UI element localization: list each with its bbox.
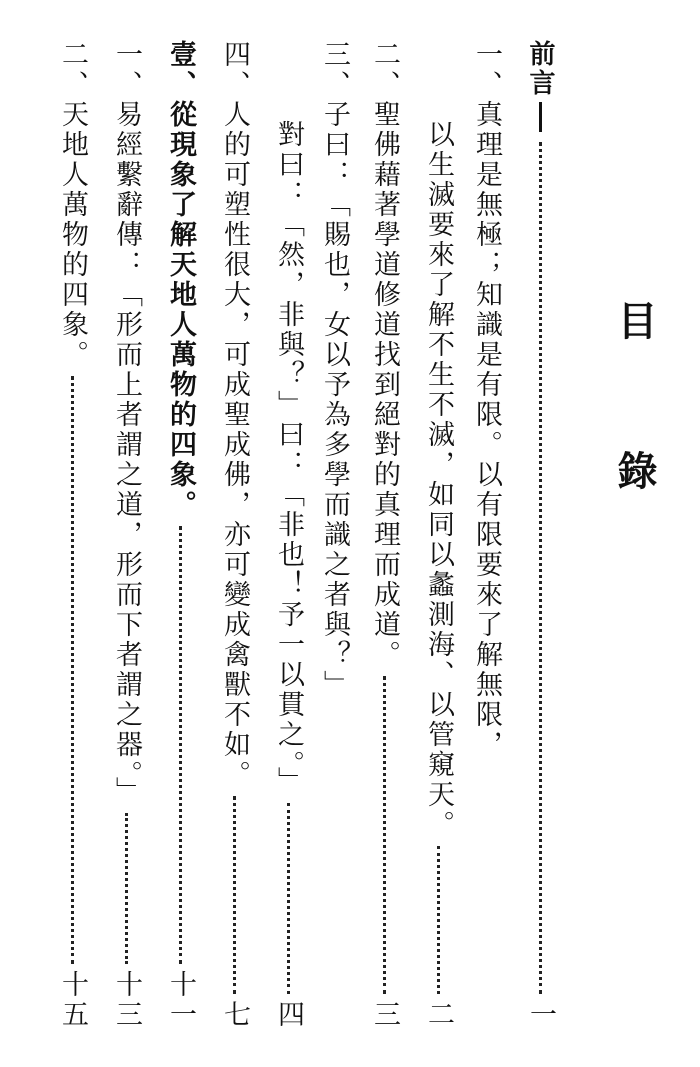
page-number: 三	[369, 1000, 400, 1030]
page-number: 十三	[111, 970, 142, 1030]
page-number: 十一	[165, 970, 196, 1030]
toc-entry-2[interactable]	[366, 40, 402, 1030]
page-number: 四	[273, 1000, 304, 1030]
leader-dots	[287, 803, 290, 995]
leader-dots	[539, 142, 542, 994]
toc-entry-3-cont[interactable]	[270, 120, 306, 1030]
entry-title: 一、真理是無極；知識是有限。以有限要來了解無限，	[471, 40, 502, 760]
page-number: 七	[219, 1000, 250, 1030]
leader-dots	[125, 813, 128, 965]
leader-dots	[71, 376, 74, 964]
entry-title: 對曰：「然，非與？」曰：「非也！予一以貫之。」	[273, 120, 304, 797]
entry-title: 一、易經繫辭傳：「形而上者謂之道，形而下者謂之器。」	[111, 40, 142, 807]
leader-dots	[179, 526, 182, 964]
title-char-lu: 錄	[611, 450, 657, 490]
toc-entry-3[interactable]	[316, 40, 352, 720]
toc-entry-4[interactable]	[216, 40, 252, 1030]
page-number: 二	[423, 1000, 454, 1030]
entry-title: 四、人的可塑性很大，可成聖成佛，亦可變成禽獸不如。	[219, 40, 250, 790]
title-char-mu: 目	[611, 300, 657, 340]
page-number: 十五	[57, 970, 88, 1030]
page-number: 一	[525, 1000, 556, 1030]
toc-chapter-1-entry-2[interactable]	[54, 40, 90, 1030]
toc-entry-1-cont[interactable]	[420, 120, 456, 1030]
entry-title: 二、天地人萬物的四象。	[57, 40, 88, 370]
entry-title: 以生滅要來了解不生不滅，如同以蠡測海、以管窺天。	[423, 120, 454, 840]
leader-dots	[233, 796, 236, 994]
entry-title: 二、聖佛藉著學道修道找到絕對的真理而成道。	[369, 40, 400, 670]
toc-entry-preface[interactable]	[522, 40, 558, 1030]
entry-title: 前言	[525, 40, 555, 98]
entry-title: 三、子曰：「賜也，女以予為多學而識之者與？」	[319, 40, 350, 700]
leader-dots	[383, 676, 386, 994]
toc-chapter-1-entry-1[interactable]	[108, 40, 144, 1030]
entry-title: 壹、從現象了解天地人萬物的四象。	[165, 40, 196, 520]
dash-line	[539, 102, 542, 132]
toc-entry-1[interactable]	[468, 40, 504, 780]
leader-dots	[437, 846, 440, 994]
toc-chapter-1[interactable]	[162, 40, 198, 1030]
